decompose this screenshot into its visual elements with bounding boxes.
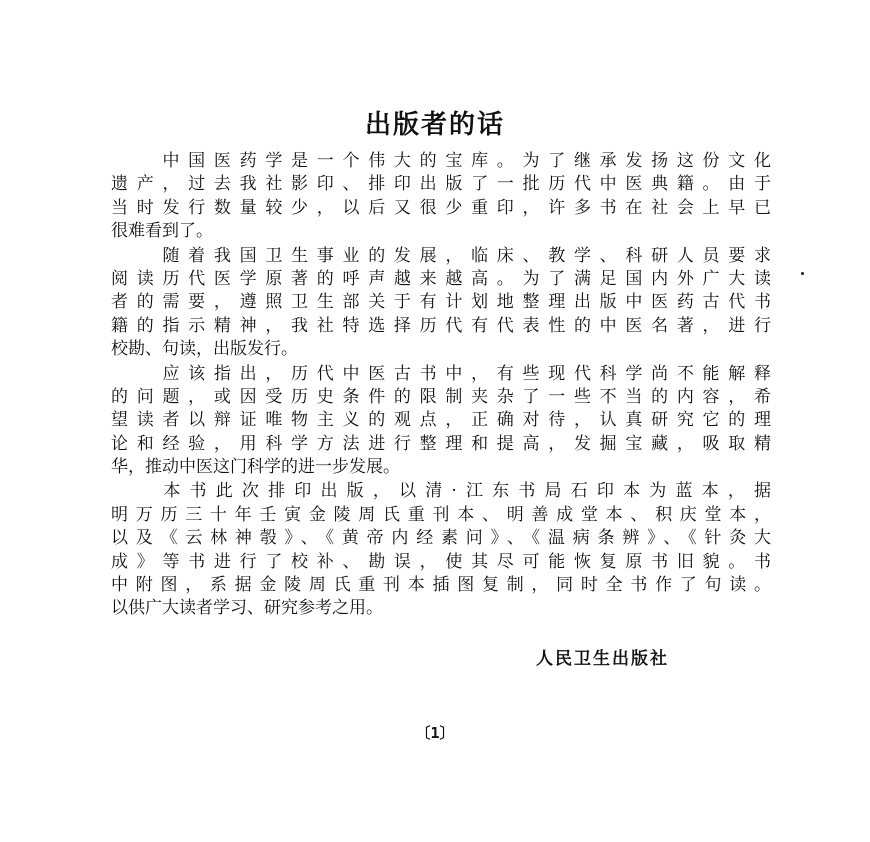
text-line: 本书此次排印出版，以清·江东书局石印本为蓝本，据 [111,481,771,502]
text-line: 中附图，系据金陵周氏重刊本插图复制，同时全书作了句读。 [111,575,771,596]
text-line: 华，推动中医这门科学的进一步发展。 [111,457,400,478]
paragraph-4 [111,480,771,620]
text-line: 以及《云林神彀》、《黄帝内经素问》、《温病条辨》、《针灸大 [111,528,771,549]
text-line: 中国医药学是一个伟大的宝库。为了继承发扬这份文化 [111,151,771,171]
paragraph-2 [111,245,771,362]
print-speck [801,272,804,275]
text-line: 以供广大读者学习、研究参考之用。 [111,598,383,619]
text-line: 校勘、句读，出版发行。 [111,339,298,360]
text-line: 籍的指示精神，我社特选择历代有代表性的中医名著，进行 [111,315,771,336]
text-line: 论和经验，用科学方法进行整理和提高，发掘宝藏，吸取精 [111,433,771,454]
text-line: 望读者以辩证唯物主义的观点，正确对待，认真研究它的理 [111,410,771,431]
page-title: 出版者的话 [364,110,505,140]
publisher-signature: 人民卫生出版社 [536,649,669,669]
text-line: 者的需要，遵照卫生部关于有计划地整理出版中医药古代书 [111,292,771,313]
text-line: 成》等书进行了校补、勘误，使其尽可能恢复原书旧貌。书 [111,551,771,572]
text-line: 的问题，或因受历史条件的限制夹杂了一些不当的内容，希 [111,386,771,407]
text-line: 阅读历代医学原著的呼声越来越高。为了满足国内外广大读 [111,268,771,289]
text-line: 遗产，过去我社影印、排印出版了一批历代中医典籍。由于 [111,174,771,195]
text-line: 明万历三十年壬寅金陵周氏重刊本、明善成堂本、积庆堂本， [111,504,771,525]
paragraph-1 [111,150,771,244]
text-line: 很难看到了。 [111,221,213,242]
paragraph-3 [111,363,771,480]
page-number: 〔1〕 [415,724,455,742]
text-line: 当时发行数量较少，以后又很少重印，许多书在社会上早已 [111,197,771,218]
body-text [111,150,771,621]
text-line: 随着我国卫生事业的发展，临床、教学、科研人员要求 [111,245,771,266]
text-line: 应该指出，历代中医古书中，有些现代科学尚不能解释 [111,363,771,384]
